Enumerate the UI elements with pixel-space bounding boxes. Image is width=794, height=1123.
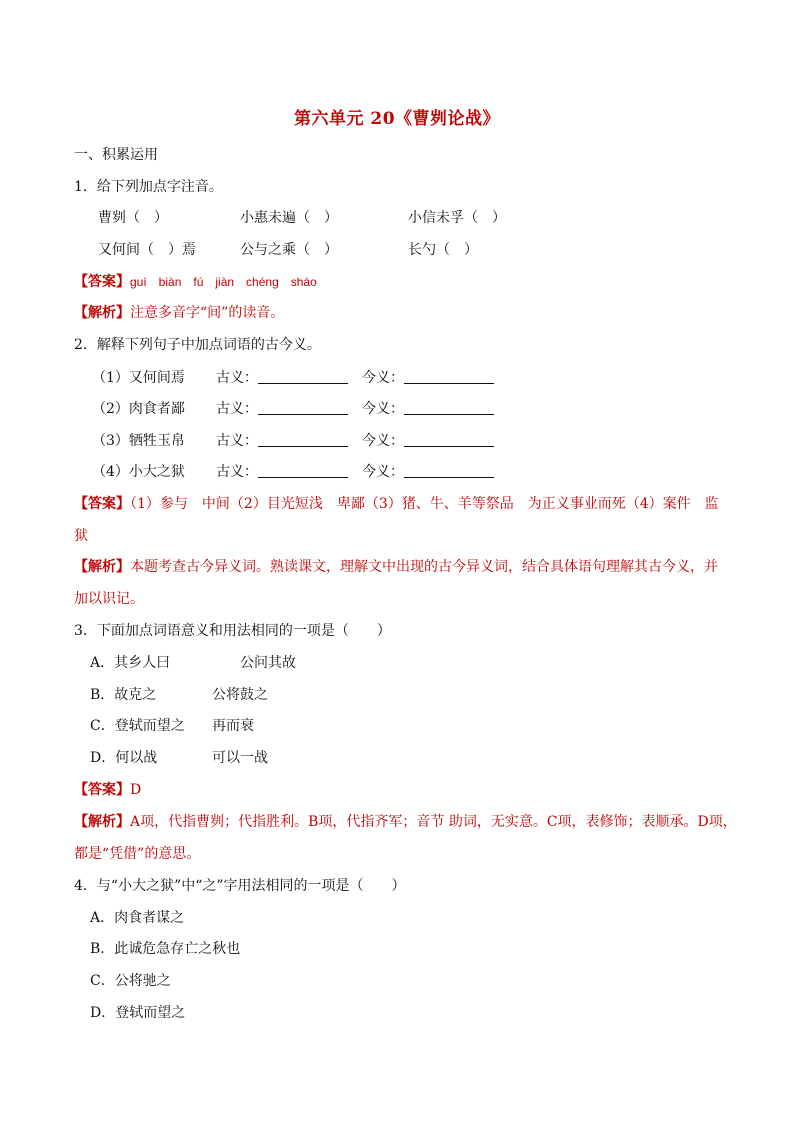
q2-row-label: （4）小大之狱 [92, 464, 185, 480]
answer-text: ɡuì biàn fú jiàn chénɡ sháo [130, 275, 317, 289]
question-1-stem: 1．给下列加点字注音。 [74, 179, 223, 195]
q2-modern-meaning: 今义： [362, 431, 494, 451]
answer-blank[interactable] [258, 463, 348, 478]
q2-ancient-meaning: 古义： [216, 431, 348, 451]
q4-option: C．公将驰之 [90, 973, 171, 989]
q3-analysis [74, 812, 737, 832]
q3-option-pair: 公问其故 [240, 655, 296, 671]
analysis-text: 本题考查古今异义词。熟读课文，理解文中出现的古今异义词，结合具体语句理解其古今义，并 [130, 559, 718, 575]
q2-modern-meaning: 今义： [362, 399, 494, 419]
answer-blank[interactable] [404, 400, 494, 415]
answer-blank[interactable] [404, 432, 494, 447]
answer-label: 【答案】 [74, 782, 130, 798]
answer-text: （1）参与 中间（2）目光短浅 卑鄙（3）猪、牛、羊等祭品 为正义事业而死（4）案件 监 [130, 496, 719, 512]
answer-label: 【答案】 [74, 274, 130, 290]
answer-blank[interactable] [404, 369, 494, 384]
answer-label: 【答案】 [74, 496, 130, 512]
analysis-label: 【解析】 [74, 559, 130, 575]
q1-item: 小惠未遍（ ） [240, 210, 338, 226]
q2-ancient-meaning: 古义： [216, 462, 348, 482]
q1-item: 又何间（ ）焉 [98, 242, 196, 258]
q2-row-label: （3）牺牲玉帛 [92, 433, 185, 449]
q1-item: 曹刿（ ） [98, 210, 168, 226]
q3-option: B．故克之 [90, 687, 157, 703]
section-heading: 一、积累运用 [74, 147, 158, 163]
q4-option: A．肉食者谋之 [90, 910, 185, 926]
q3-option-pair: 再而衰 [212, 718, 254, 734]
q1-item: 小信未孚（ ） [408, 210, 506, 226]
answer-blank[interactable] [258, 369, 348, 384]
analysis-text: A项，代指曹刿；代指胜利。B项，代指齐军；音节 助词，无实意。C项，表修饰；表顺承。D项， [130, 814, 737, 830]
analysis-label: 【解析】 [74, 305, 130, 321]
q1-answer [74, 272, 317, 292]
q3-option: C．登轼而望之 [90, 718, 185, 734]
q1-item: 长勺（ ） [408, 242, 478, 258]
question-2-stem: 2．解释下列句子中加点词语的古今义。 [74, 337, 321, 353]
q3-analysis-cont: 都是“凭借”的意思。 [74, 846, 201, 862]
q3-option: D．何以战 [90, 750, 158, 766]
q2-ancient-meaning: 古义： [216, 399, 348, 419]
q2-answer-cont: 狱 [74, 528, 88, 544]
q3-option: A．其乡人曰 [90, 655, 171, 671]
q3-answer [74, 780, 141, 800]
q2-answer [74, 494, 719, 514]
answer-blank[interactable] [404, 463, 494, 478]
answer-blank[interactable] [258, 400, 348, 415]
q4-option: D．登轼而望之 [90, 1005, 186, 1021]
question-3-stem: 3．下面加点词语意义和用法相同的一项是（ ） [74, 623, 391, 639]
analysis-label: 【解析】 [74, 814, 130, 830]
answer-blank[interactable] [258, 432, 348, 447]
q4-option: B．此诚危急存亡之秋也 [90, 941, 241, 957]
page-title: 第六单元 20《曹刿论战》 [293, 109, 501, 129]
q2-row-label: （2）肉食者鄙 [92, 401, 185, 417]
q3-option-pair: 可以一战 [212, 750, 268, 766]
answer-text: D [130, 782, 142, 798]
q1-item: 公与之乘（ ） [240, 242, 338, 258]
q2-modern-meaning: 今义： [362, 368, 494, 388]
q2-ancient-meaning: 古义： [216, 368, 348, 388]
q2-analysis-cont: 加以识记。 [74, 591, 144, 607]
q2-analysis [74, 557, 718, 577]
q2-modern-meaning: 今义： [362, 462, 494, 482]
q2-row-label: （1）又何间焉 [92, 370, 185, 386]
q1-analysis [74, 303, 284, 323]
q3-option-pair: 公将鼓之 [212, 687, 268, 703]
analysis-text: 注意多音字“间”的读音。 [130, 305, 285, 321]
question-4-stem: 4．与“小大之狱”中“之”字用法相同的一项是（ ） [74, 878, 406, 894]
